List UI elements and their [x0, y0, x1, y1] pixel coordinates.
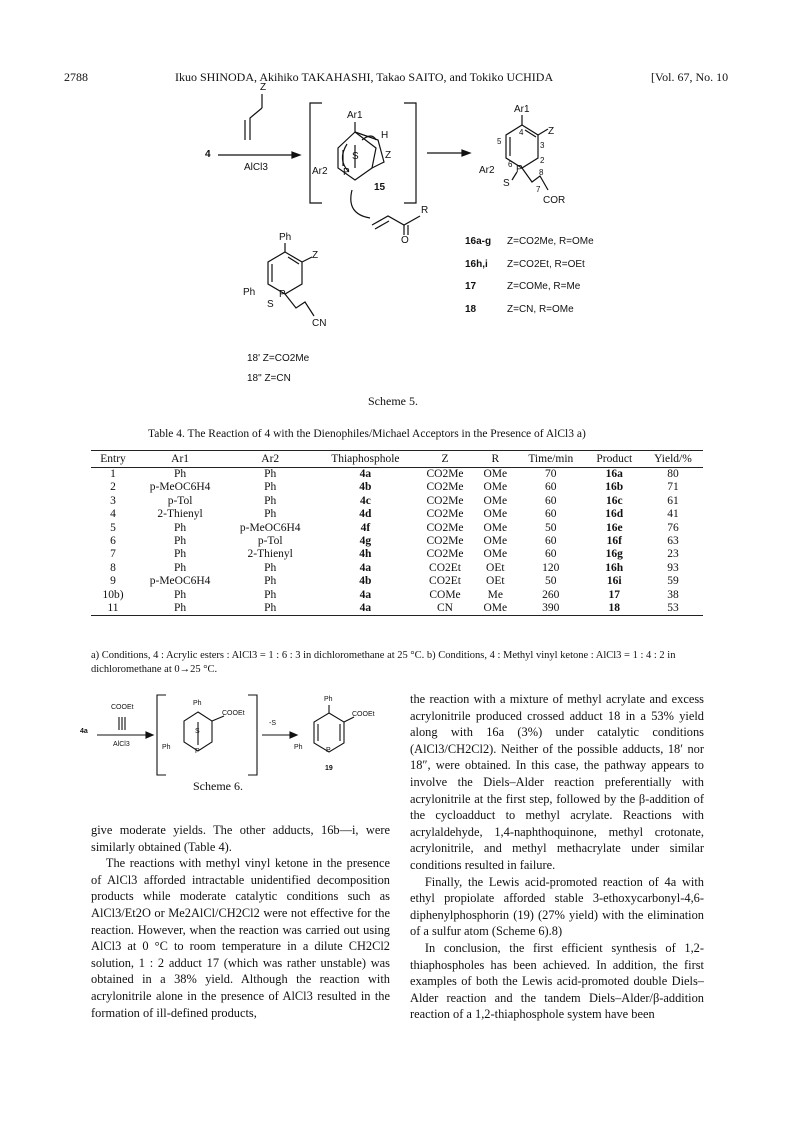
page-number: 2788 [64, 70, 88, 84]
r-label: R [421, 205, 429, 216]
table-cell: 4b [359, 575, 372, 588]
arrowhead-2 [290, 732, 297, 738]
table-cell: CO2Et [429, 561, 461, 574]
legend-id: 17 [465, 281, 477, 292]
table-cell: 61 [667, 494, 679, 507]
col-header: Ar1 [135, 451, 225, 468]
table-cell: Ph [135, 602, 225, 616]
table-cell: OMe [483, 508, 508, 521]
col-header: Yield/% [643, 451, 703, 468]
table-cell: 38 [667, 588, 679, 601]
table-cell: 71 [667, 481, 679, 494]
table4-footnote: a) Conditions, 4 : Acrylic esters : AlCl3 = 1 : 6 : 3 in dichloromethane at 25 °C. b) Conditions, 4 : Methyl vinyl ketone : AlCl3 = 1 : 4 : 2 in dichloromethane at 0→25 °C. [91, 650, 676, 675]
table-cell: OMe [483, 535, 508, 548]
table-cell: 9 [110, 575, 116, 588]
paragraph: the reaction with a mixture of methyl acrylate and excess acrylonitrile produced crossed adduct 18 in a 53% yield along with 16a (3%) under catalytic conditions (AlCl3/CH2Cl2). Neither of the possible adducts, 18′ nor 18″, were obtained. In this case, the pathway appears to involve the Diels–Alder reaction preferentially with acrylonitrile at the first step, followed by the β-addition of the cycloadduct to methyl acrylate. Reactions with acrylaldehyde, 1,4-naphthoquinone, methyl crotonate, acrylonitrile, and methyl methacrylate under similar conditions resulted in failure. [410, 692, 704, 872]
scheme6-s: S [195, 728, 200, 735]
table-cell: 59 [667, 575, 679, 588]
reactant-4-label: 4 [205, 149, 211, 160]
scheme6-product-p: P [326, 747, 331, 754]
table-cell: 16b [605, 481, 624, 494]
table-cell: 6 [110, 535, 116, 548]
z-18-label: Z [312, 250, 319, 261]
table-cell: 16f [606, 535, 622, 548]
table-cell: p-MeOC6H4 [149, 575, 211, 588]
table-cell: OMe [483, 494, 508, 507]
h-label: H [381, 130, 389, 141]
table-cell: 2-Thienyl [157, 508, 203, 521]
table-cell: 10b) [102, 588, 124, 601]
table-cell: 3 [110, 494, 116, 507]
paragraph: Finally, the Lewis acid-promoted reaction of 4a with ethyl propiolate afforded stable 3-ethoxycarbonyl-4,6-diphenylphosphorin (19) (27% yield) with the elimination of a sulfur atom (Scheme 6).8) [410, 874, 704, 939]
table-cell: 60 [545, 494, 557, 507]
table-cell: 16d [605, 508, 624, 521]
table-cell: OMe [483, 468, 508, 480]
paragraph: give moderate yields. The other adducts, 16b—i, were similarly obtained (Table 4). [91, 823, 390, 854]
table-cell: 16e [605, 521, 623, 534]
legend-18-prime: 18' Z=CO2Me [247, 353, 310, 364]
scheme6-ph-left: Ph [162, 744, 171, 751]
table-cell: 60 [545, 481, 557, 494]
col-header: R [475, 451, 517, 468]
alcl3-label: AlCl3 [244, 162, 268, 173]
table-cell: 60 [545, 548, 557, 561]
o-label: O [401, 235, 409, 246]
s-18-label: S [267, 299, 274, 310]
locant-7: 7 [536, 185, 541, 194]
paragraph: The reactions with methyl vinyl ketone in the presence of AlCl3 afforded intractable unidentified decomposition products while moderate catalytic conditions such as AlCl3/Et2O or Me2AlCl/CH2Cl2 were not effective for the reaction. However, when the reaction was carried out using AlCl3 at 0 °C to room temperature in a dilute CH2Cl2 solution, 1 : 2 adduct 17 (which was rather unstable) was obtained in a 38% yield. Although the reaction with acrylonitrile alone in the presence of AlCl3 resulted in the formation of ill-defined products, [91, 856, 390, 1020]
table-cell: 4a [315, 602, 415, 616]
table-cell: COMe [429, 588, 461, 601]
locant-4: 4 [519, 128, 524, 137]
table-cell: CO2Me [426, 481, 464, 494]
ar2-label: Ar2 [312, 166, 328, 177]
product-s-label: S [503, 178, 510, 189]
legend-text: Z=CO2Me, R=OMe [507, 236, 594, 247]
table-cell: Ph [264, 508, 277, 521]
cor-label: COR [543, 195, 566, 206]
legend-text: Z=CN, R=OMe [507, 303, 574, 315]
table-cell: 60 [545, 535, 557, 548]
table-cell: 4b [359, 481, 372, 494]
table-cell: 70 [545, 468, 557, 480]
scheme6-product-ph-left: Ph [294, 744, 303, 751]
legend-id: 18 [465, 303, 477, 315]
table-cell: 4a [359, 588, 372, 601]
scheme6-ph-top: Ph [193, 700, 202, 707]
table-cell: 4 [110, 508, 116, 521]
table-cell: 93 [667, 561, 679, 574]
col-header: Time/min [516, 451, 585, 468]
table-cell: 1 [110, 468, 116, 480]
intermediate-15-label: 15 [374, 182, 386, 193]
vinyl-z-label: Z [260, 82, 267, 93]
locant-6: 6 [508, 160, 513, 169]
table-cell: CO2Me [426, 494, 464, 507]
product-ar1-label: Ar1 [514, 104, 530, 115]
scheme6-product-cooet: COOEt [352, 711, 375, 718]
table-cell: Ph [264, 561, 277, 574]
table-cell: 80 [667, 468, 679, 480]
table-cell: 5 [110, 521, 116, 534]
legend-id: 16a-g [465, 236, 492, 247]
table4-caption: Table 4. The Reaction of 4 with the Dienophiles/Michael Acceptors in the Presence of AlCl3 a) [148, 428, 586, 440]
table-cell: OMe [475, 602, 517, 616]
table-cell: Ph [174, 588, 187, 601]
col-header: Z [415, 451, 474, 468]
table-cell: Me [487, 588, 503, 601]
table-cell: CN [415, 602, 474, 616]
table-cell: p-MeOC6H4 [239, 521, 301, 534]
table-cell: 50 [545, 521, 557, 534]
table-cell: Ph [264, 575, 277, 588]
legend-id: 16h,i [465, 258, 488, 270]
scheme6-caption: Scheme 6. [193, 779, 243, 793]
table-cell: 2 [110, 481, 116, 494]
col-header: Thiaphosphole [315, 451, 415, 468]
table-cell: Ph [225, 602, 315, 616]
table-cell: 390 [516, 602, 585, 616]
locant-5: 5 [497, 137, 502, 146]
table-cell: 4f [360, 521, 371, 534]
col-header: Ar2 [225, 451, 315, 468]
locant-2: 2 [540, 156, 545, 165]
table-cell: CO2Me [426, 535, 464, 548]
table-cell: CO2Me [426, 468, 464, 480]
table-cell: 4g [359, 535, 372, 548]
table-cell: Ph [174, 521, 187, 534]
table-cell: p-Tol [167, 494, 193, 507]
table-cell: 4h [359, 548, 372, 561]
table-cell: Ph [174, 561, 187, 574]
ar1-label: Ar1 [347, 110, 363, 121]
table-cell: 8 [110, 561, 116, 574]
product-ar2-label: Ar2 [479, 165, 495, 176]
table-cell: 16i [606, 575, 622, 588]
p-label: P [343, 167, 350, 178]
table-cell: 16h [605, 561, 624, 574]
scheme6-product-ph-top: Ph [324, 696, 333, 703]
table-cell: Ph [174, 535, 187, 548]
table-cell: OEt [486, 561, 505, 574]
locant-3: 3 [540, 141, 545, 150]
table-cell: CO2Me [426, 521, 464, 534]
table-cell: OMe [483, 481, 508, 494]
table-cell: Ph [264, 468, 277, 480]
table-cell: Ph [174, 468, 187, 480]
running-header-authors: Ikuo SHINODA, Akihiko TAKAHASHI, Takao SAITO, and Tokiko UCHIDA [175, 70, 554, 84]
table-cell: 16a [605, 468, 623, 480]
scheme6-minus-s: -S [269, 720, 276, 727]
propiolate-cooet-label: COOEt [111, 704, 134, 711]
table-cell: Ph [264, 494, 277, 507]
right-column [410, 691, 704, 1023]
table-cell: 16c [605, 494, 623, 507]
table-cell: CO2Me [426, 548, 464, 561]
table-cell: 260 [542, 588, 560, 601]
table-cell: OEt [486, 575, 505, 588]
table-cell: Ph [264, 588, 277, 601]
table-cell: 4c [359, 494, 371, 507]
table-cell: 18 [586, 602, 643, 616]
arrowhead [146, 732, 153, 738]
running-header-volume: [Vol. 67, No. 10 [651, 70, 729, 84]
scheme6-alcl3-label: AlCl3 [113, 741, 130, 748]
table-cell: 120 [542, 561, 560, 574]
col-header: Product [586, 451, 643, 468]
table-cell: 2-Thienyl [247, 548, 293, 561]
table-cell: Ph [264, 481, 277, 494]
locant-8: 8 [539, 168, 544, 177]
table-cell: 63 [667, 535, 679, 548]
table-cell: 7 [110, 548, 116, 561]
col-header: Entry [91, 451, 135, 468]
bracket-right [248, 695, 257, 775]
legend-text: Z=CO2Et, R=OEt [507, 258, 585, 270]
bracket-left [157, 695, 166, 775]
product-19-label: 19 [325, 765, 333, 772]
table-cell: CO2Et [429, 575, 461, 588]
table-cell: p-Tol [257, 535, 283, 548]
cn-label: CN [312, 318, 327, 329]
table-cell: 41 [667, 508, 679, 521]
scheme6-p: P [195, 748, 200, 755]
table-cell: 76 [667, 521, 679, 534]
table-cell: Ph [174, 548, 187, 561]
scheme6-4a-label: 4a [80, 728, 88, 735]
table-cell: 11 [91, 602, 135, 616]
ph-top-label: Ph [279, 232, 292, 243]
table-cell: 17 [608, 588, 620, 601]
paragraph: In conclusion, the first efficient synthesis of 1,2-thiaphospholes has been achieved. In addition, the first examples of both the Lewis acid-promoted double Diels–Alder reaction and the tandem Diels–Alder/β-addition reaction of a 1,2-thiaphosphole system have been [410, 940, 704, 1022]
scheme5-caption: Scheme 5. [368, 394, 418, 408]
table-cell: 50 [545, 575, 557, 588]
table-cell: 23 [667, 548, 679, 561]
table-cell: 4a [359, 468, 372, 480]
table-cell: OMe [483, 521, 508, 534]
table-cell: 4d [359, 508, 372, 521]
product-z-label: Z [548, 126, 555, 137]
s-label: S [352, 151, 359, 162]
scheme6-cooet: COOEt [222, 710, 245, 717]
table-cell: 4a [359, 561, 372, 574]
ph-left-label: Ph [243, 287, 256, 298]
left-column [91, 822, 390, 1021]
p-18-label: P [279, 289, 286, 300]
table-cell: 53 [643, 602, 703, 616]
legend-text: Z=COMe, R=Me [507, 281, 581, 292]
table-cell: 16g [605, 548, 623, 561]
legend-18-double-prime: 18" Z=CN [247, 373, 291, 384]
table-cell: CO2Me [426, 508, 464, 521]
product-p-label: P [516, 164, 523, 175]
table-cell: 60 [545, 508, 557, 521]
table-cell: OMe [483, 548, 508, 561]
table-cell: p-MeOC6H4 [149, 481, 211, 494]
z-label: Z [385, 150, 392, 161]
